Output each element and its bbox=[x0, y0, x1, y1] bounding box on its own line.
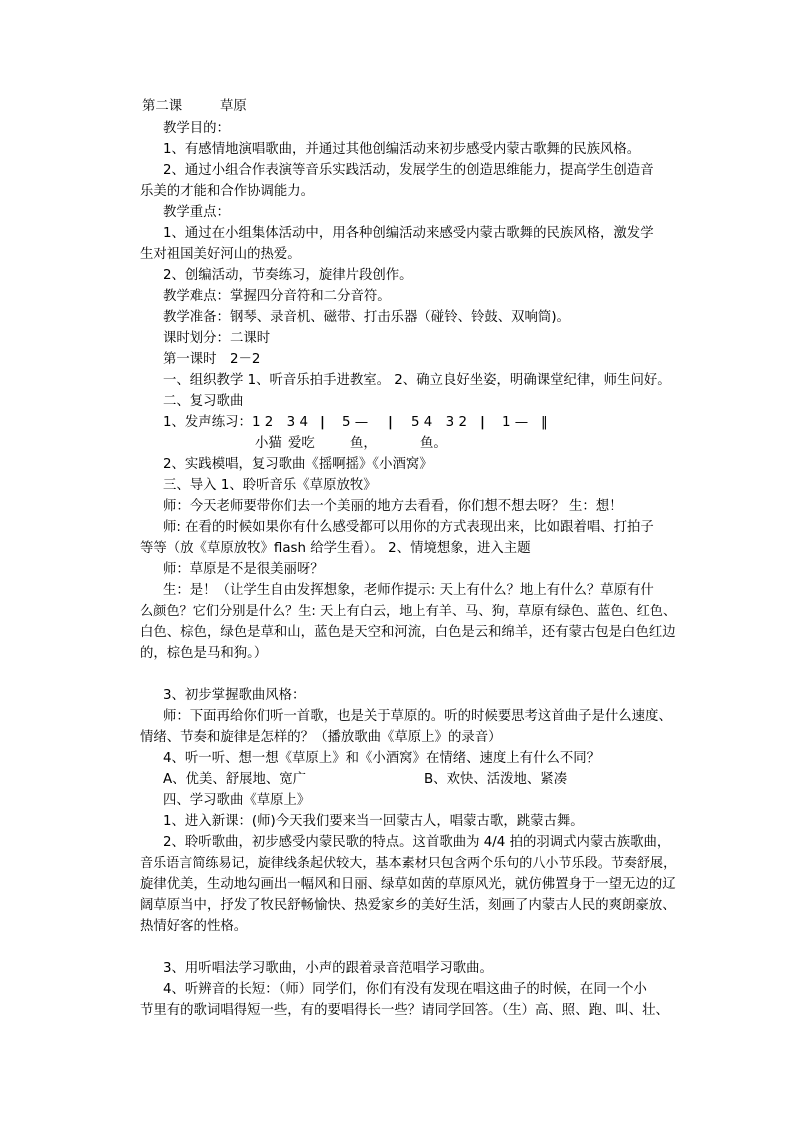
measure-1: 1 2 3 4 bbox=[252, 415, 308, 430]
lesson-number: 第二课 bbox=[142, 99, 183, 114]
vocal-exercise-label: 1、发声练习： bbox=[163, 415, 252, 430]
final-barline: ‖ bbox=[541, 415, 548, 430]
barline-2: | bbox=[388, 415, 393, 430]
lyric-4: 鱼。 bbox=[420, 436, 447, 451]
measure-4: 1 — bbox=[502, 415, 529, 430]
measure-3: 5 4 3 2 bbox=[411, 415, 467, 430]
option-b: B、欢快、活泼地、紧凑 bbox=[424, 772, 568, 787]
lesson-topic: 草原 bbox=[220, 99, 247, 114]
barline-3: | bbox=[480, 415, 485, 430]
measure-2: 5 — bbox=[342, 415, 369, 430]
lyric-2: 爱吃 bbox=[288, 436, 315, 451]
option-a: A、优美、舒展地、宽广 bbox=[163, 772, 307, 787]
barline-1: | bbox=[320, 415, 325, 430]
lyric-3: 鱼， bbox=[350, 436, 377, 451]
lyric-1: 小猫 bbox=[255, 436, 282, 451]
document-page: 第二课 草原 教学目的： 1、有感情地演唱歌曲，并通过其他创编活动来初步感受内蒙古歌舞的民族风格。 2、通过小组合作表演等音乐实践活动，发展学生的创造思维能力，提高学生创造音 乐美的才能和合作协调能力。 教学重点： 1、通过在小组集体活动中，用各种创编活动来感受内蒙古歌舞的民族风格，激发学 生对祖国美好河山的热爱。 2、创编活动，节奏练习，旋律片段创作。 教学难点：掌握四分音符和二分音符。 教学准备：钢琴、录音机、磁带、打击乐器（碰铃、铃鼓、双响筒)。 课时划分：二课时 第一课时 2－2 一、组织教学 1、听音乐拍手进教室。 2、确立良好坐姿，明确课堂纪律，师生问好。 二、复习歌曲 1、发声练习： 1 2 3 4 | 5 — | 5 4 3 2 | 1 — ‖ 小猫 爱吃 鱼， 鱼。 2、实践模唱，复习歌曲《摇啊摇》《小酒窝》 三、导入 1、聆听音乐《草原放牧》 师：今天老师要带你们去一个美丽的地方去看看，你们想不想去呀？ 生：想！ 师: 在看的时候如果你有什么感受都可以用你的方式表现出来，比如跟着唱、打拍子 等等（放《草原放牧》flash 给学生看）。 2、情境想象，进入主题 师：草原是不是很美丽呀？ 生：是！（让学生自由发挥想象，老师作提示: 天上有什么？地上有什么？草原有什 么颜色？它们分别是什么？生: 天上有白云，地上有羊、马、狗，草原有绿色、蓝色、红色、 白色、棕色，绿色是草和山，蓝色是天空和河流，白色是云和绵羊，还有蒙古包是白色红边 的，棕色是马和狗。） 3、初步掌握歌曲风格： 师：下面再给你们听一首歌，也是关于草原的。听的时候要思考这首曲子是什么速度、 情绪、节奏和旋律是怎样的？（播放歌曲《草原上》的录音） 4、听一听、想一想《草原上》和《小酒窝》在情绪、速度上有什么不同？ A、优美、舒展地、宽广 B、欢快、活泼地、紧凑 四、学习歌曲《草原上》 1、进入新课：(师)今天我们要来当一回蒙古人，唱蒙古歌，跳蒙古舞。 2、聆听歌曲，初步感受内蒙民歌的特点。这首歌曲为 4/4 拍的羽调式内蒙古族歌曲， 音乐语言简练易记，旋律线条起伏较大，基本素材只包含两个乐句的八小节乐段。节奏舒展， 旋律优美，生动地勾画出一幅风和日丽、绿草如茵的草原风光，就仿佛置身于一望无边的辽 阔草原当中，抒发了牧民舒畅愉快、热爱家乡的美好生活，刻画了内蒙古人民的爽朗豪放、 热情好客的性格。 3、用听唱法学习歌曲，小声的跟着录音范唱学习歌曲。 4、听辨音的长短：（师）同学们，你们有没有发现在唱这曲子的时候，在同一个小 节里有的歌词唱得短一些，有的要唱得长一些？请同学回答。（生）高、照、跑、叫、壮、 bbox=[140, 99, 677, 1018]
